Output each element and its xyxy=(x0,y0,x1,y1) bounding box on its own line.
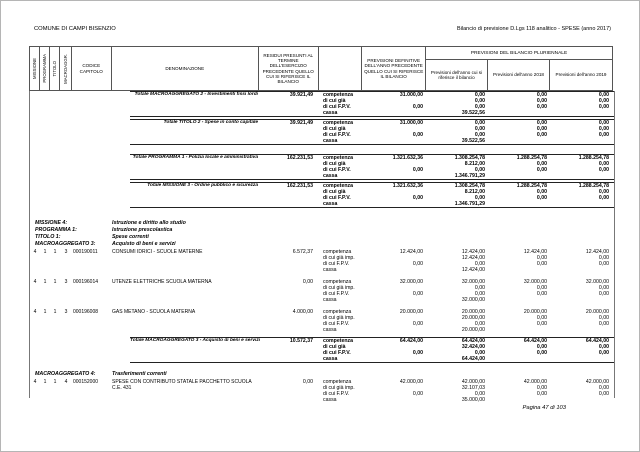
value-cell: 0,00 xyxy=(598,255,609,261)
line-label: cassa xyxy=(323,397,337,403)
value-cell: 12.424,00 xyxy=(585,249,609,255)
line-label: competenza xyxy=(323,155,353,161)
residui-cell: 10.572,37 xyxy=(289,338,313,344)
value-cell: 0,00 xyxy=(598,167,609,173)
residui-cell: 6.572,37 xyxy=(292,249,313,255)
line-label: cassa xyxy=(323,201,338,207)
line-label: di cui già xyxy=(323,344,346,350)
code-cell: 3 xyxy=(64,279,68,285)
value-cell: 0,00 xyxy=(598,132,609,138)
line-label: di cui F.P.V. xyxy=(323,350,351,356)
value-cell: 0,00 xyxy=(474,126,485,132)
value-cell: 0,00 xyxy=(474,104,485,110)
line-label: di cui già imp. xyxy=(323,285,355,291)
value-cell: 0,00 xyxy=(474,120,485,126)
value-cell: 0,00 xyxy=(474,195,485,201)
value-cell: 31.000,00 xyxy=(399,92,423,98)
capitolo-cell: 000196014 xyxy=(73,279,99,285)
value-cell: 1.288.254,78 xyxy=(516,155,547,161)
code-cell: 1 xyxy=(53,379,57,385)
capitolo-cell: 000152000 xyxy=(73,379,99,385)
code-cell: 3 xyxy=(64,309,68,315)
value-cell: 0,00 xyxy=(536,195,547,201)
capitolo-cell: 000196008 xyxy=(73,309,99,315)
value-cell: 0,00 xyxy=(536,391,547,397)
code-cell: 3 xyxy=(64,249,68,255)
value-cell: 0,00 xyxy=(412,195,423,201)
value-cell: 0,00 xyxy=(474,92,485,98)
value-cell: 64.424,00 xyxy=(523,338,547,344)
value-cell: 0,00 xyxy=(536,385,547,391)
value-cell: 32.424,00 xyxy=(461,344,485,350)
value-cell: 0,00 xyxy=(412,350,423,356)
value-cell: 0,00 xyxy=(536,291,547,297)
line-label: di cui F.P.V. xyxy=(323,104,351,110)
value-cell: 0,00 xyxy=(536,189,547,195)
value-cell: 20.000,00 xyxy=(523,309,547,315)
value-cell: 0,00 xyxy=(474,291,485,297)
value-cell: 64.424,00 xyxy=(461,338,485,344)
residui-cell: 39.921,49 xyxy=(289,92,313,98)
value-cell: 0,00 xyxy=(598,261,609,267)
value-cell: 0,00 xyxy=(598,315,609,321)
line-label: di cui già xyxy=(323,98,346,104)
code-cell: 1 xyxy=(53,249,57,255)
denominazione-cell: UTENZE ELETTRICHE SCUOLA MATERNA xyxy=(112,279,212,285)
line-label: di cui già xyxy=(323,126,346,132)
value-cell: 0,00 xyxy=(598,285,609,291)
value-cell: 0,00 xyxy=(536,261,547,267)
value-cell: 1.288.254,78 xyxy=(578,155,609,161)
code-cell: 4 xyxy=(33,309,37,315)
line-label: di cui F.P.V. xyxy=(323,195,351,201)
table-row xyxy=(30,279,614,303)
value-cell: 42.000,00 xyxy=(461,379,485,385)
value-cell: 0,00 xyxy=(598,391,609,397)
code-cell: 4 xyxy=(33,379,37,385)
value-cell: 12.424,00 xyxy=(399,249,423,255)
totale-denominazione: Totale MACROAGGREGATO 2 - Investimenti fissi lordi xyxy=(134,92,258,97)
value-cell: 0,00 xyxy=(412,261,423,267)
value-cell: 0,00 xyxy=(474,321,485,327)
value-cell: 0,00 xyxy=(536,161,547,167)
value-cell: 20.000,00 xyxy=(585,309,609,315)
value-cell: 0,00 xyxy=(598,195,609,201)
value-cell: 0,00 xyxy=(598,344,609,350)
residui-cell: 162.231,53 xyxy=(287,183,313,189)
code-cell: 4 xyxy=(33,279,37,285)
value-cell: 12.424,00 xyxy=(523,249,547,255)
value-cell: 20.000,00 xyxy=(461,315,485,321)
value-cell: 0,00 xyxy=(536,120,547,126)
line-label: competenza xyxy=(323,120,353,126)
value-cell: 0,00 xyxy=(412,104,423,110)
value-cell: 39.522,56 xyxy=(461,138,485,144)
section-label: TITOLO 1: xyxy=(35,234,61,240)
line-label: cassa xyxy=(323,356,338,362)
totale-row xyxy=(130,337,614,363)
line-label: cassa xyxy=(323,138,338,144)
value-cell: 0,00 xyxy=(598,350,609,356)
col-codice-capitolo: CODICE CAPITOLO xyxy=(72,47,112,90)
line-label: competenza xyxy=(323,279,352,285)
line-label: di cui già xyxy=(323,189,346,195)
totale-denominazione: Totale TITOLO 2 - Spese in conto capitale xyxy=(163,120,258,125)
value-cell: 42.000,00 xyxy=(523,379,547,385)
value-cell: 0,00 xyxy=(536,132,547,138)
value-cell: 0,00 xyxy=(598,92,609,98)
totale-row xyxy=(130,154,614,180)
line-label: cassa xyxy=(323,297,337,303)
value-cell: 42.000,00 xyxy=(585,379,609,385)
value-cell: 8.212,00 xyxy=(464,189,485,195)
table-row xyxy=(30,309,614,333)
value-cell: 0,00 xyxy=(536,104,547,110)
value-cell: 0,00 xyxy=(412,291,423,297)
value-cell: 0,00 xyxy=(536,315,547,321)
value-cell: 1.346.791,29 xyxy=(454,201,485,207)
code-cell: 4 xyxy=(33,249,37,255)
value-cell: 0,00 xyxy=(474,350,485,356)
residui-cell: 39.921,49 xyxy=(289,120,313,126)
denominazione-cell: GAS METANO - SCUOLA MATERNA xyxy=(112,309,196,315)
section-line xyxy=(35,371,614,378)
line-label: di cui F.P.V. xyxy=(323,391,350,397)
code-cell: 1 xyxy=(43,279,47,285)
line-label: di cui F.P.V. xyxy=(323,261,350,267)
value-cell: 0,00 xyxy=(536,167,547,173)
value-cell: 0,00 xyxy=(598,385,609,391)
totale-row xyxy=(130,119,614,145)
section-label: PROGRAMMA 1: xyxy=(35,227,77,233)
col-macroaggr: MACROAGGR. xyxy=(60,47,72,90)
table-body xyxy=(29,91,615,403)
value-cell: 0,00 xyxy=(474,132,485,138)
value-cell: 32.000,00 xyxy=(399,279,423,285)
totale-denominazione: Totale MACROAGGREGATO 3 - Acquisto di beni e servizi xyxy=(130,338,261,343)
col-anno-2019: Previsioni dell'anno 2019 xyxy=(555,72,607,78)
col-residui-presunti: RESIDUI PRESUNTI AL TERMINE DELL'ESERCIZIO PRECEDENTE QUELLO CUI SI RIFERISCE IL BILANCIO xyxy=(259,47,319,90)
section-desc: Trasferimenti correnti xyxy=(112,371,167,377)
value-cell: 12.424,00 xyxy=(461,267,485,273)
line-label: di cui già imp. xyxy=(323,385,355,391)
value-cell: 20.000,00 xyxy=(461,327,485,333)
value-cell: 12.424,00 xyxy=(461,255,485,261)
line-label: di cui già imp. xyxy=(323,315,355,321)
col-denominazione: DENOMINAZIONE xyxy=(112,47,259,90)
value-cell: 8.212,00 xyxy=(464,161,485,167)
col-previsioni-definitive: PREVISIONI DEFINITIVE DELL'ANNO PRECEDENTE QUELLO CUI SI RIFERISCE IL BILANCIO xyxy=(362,47,426,90)
value-cell: 1.321.632,36 xyxy=(392,183,423,189)
col-voce-label xyxy=(319,47,363,90)
value-cell: 0,00 xyxy=(598,126,609,132)
section-line xyxy=(35,227,614,234)
code-cell: 1 xyxy=(43,379,47,385)
value-cell: 0,00 xyxy=(412,132,423,138)
value-cell: 0,00 xyxy=(412,321,423,327)
document-title: Bilancio di previsione D.Lgs 118 analitico - SPESE (anno 2017) xyxy=(457,26,611,32)
value-cell: 32.000,00 xyxy=(461,279,485,285)
col-titolo: TITOLO xyxy=(50,47,60,90)
value-cell: 0,00 xyxy=(598,104,609,110)
totale-denominazione: Totale MISSIONE 3 - Ordine pubblico e sicurezza xyxy=(147,183,258,188)
value-cell: 0,00 xyxy=(474,98,485,104)
value-cell: 0,00 xyxy=(598,321,609,327)
value-cell: 32.000,00 xyxy=(523,279,547,285)
line-label: di cui F.P.V. xyxy=(323,167,351,173)
code-cell: 1 xyxy=(43,249,47,255)
section-label: MACROAGGREGATO 4: xyxy=(35,371,96,377)
comune-title: COMUNE DI CAMPI BISENZIO xyxy=(34,26,116,32)
line-label: competenza xyxy=(323,249,352,255)
section-desc: Spese correnti xyxy=(112,234,149,240)
pluriennale-title: PREVISIONI DEL BILANCIO PLURIENNALE xyxy=(426,47,612,60)
section-desc: Istruzione e diritto allo studio xyxy=(112,220,186,226)
table-row xyxy=(30,249,614,273)
col-programma: PROGRAMMA xyxy=(40,47,50,90)
value-cell: 0,00 xyxy=(412,391,423,397)
line-label: cassa xyxy=(323,173,338,179)
value-cell: 32.000,00 xyxy=(585,279,609,285)
line-label: competenza xyxy=(323,379,352,385)
totale-row xyxy=(130,182,614,208)
value-cell: 35.000,00 xyxy=(461,397,485,403)
code-cell: 1 xyxy=(43,309,47,315)
residui-cell: 4.000,00 xyxy=(292,309,313,315)
denominazione-cell: SPESE CON CONTRIBUTO STATALE PACCHETTO SCUOLA C.E. 431 xyxy=(112,379,252,391)
line-label: di cui F.P.V. xyxy=(323,321,350,327)
line-label: competenza xyxy=(323,338,353,344)
col-anno-2018: Previsioni dell'anno 2018 xyxy=(488,60,550,90)
value-cell: 31.000,00 xyxy=(399,120,423,126)
code-cell: 1 xyxy=(53,309,57,315)
value-cell: 64.424,00 xyxy=(585,338,609,344)
value-cell: 0,00 xyxy=(536,285,547,291)
col-anno-riferimento: Previsioni dell'anno cui si riferisce il bilancio xyxy=(426,60,488,90)
value-cell: 20.000,00 xyxy=(461,309,485,315)
section-block xyxy=(30,371,614,378)
value-cell: 32.107,03 xyxy=(461,385,485,391)
col-missione: MISSIONE xyxy=(30,47,40,90)
value-cell: 39.522,56 xyxy=(461,110,485,116)
code-cell: 4 xyxy=(64,379,68,385)
value-cell: 1.346.791,29 xyxy=(454,173,485,179)
section-desc: Acquisto di beni e servizi xyxy=(112,241,176,247)
residui-cell: 162.231,53 xyxy=(287,155,313,161)
line-label: cassa xyxy=(323,110,338,116)
value-cell: 0,00 xyxy=(598,291,609,297)
value-cell: 0,00 xyxy=(536,92,547,98)
value-cell: 0,00 xyxy=(536,321,547,327)
line-label: competenza xyxy=(323,183,353,189)
value-cell: 0,00 xyxy=(536,350,547,356)
pluriennale-subcolumns xyxy=(426,60,612,90)
line-label: competenza xyxy=(323,309,352,315)
value-cell: 64.424,00 xyxy=(399,338,423,344)
line-label: di cui già xyxy=(323,161,346,167)
page-number: Pagina 47 di 103 xyxy=(522,405,566,411)
section-label: MISSIONE 4: xyxy=(35,220,68,226)
section-line xyxy=(35,234,614,241)
value-cell: 0,00 xyxy=(474,167,485,173)
col-group-pluriennale xyxy=(426,47,612,90)
residui-cell: 0,00 xyxy=(302,379,313,385)
value-cell: 0,00 xyxy=(598,161,609,167)
value-cell: 1.288.254,78 xyxy=(516,183,547,189)
value-cell: 0,00 xyxy=(412,167,423,173)
value-cell: 0,00 xyxy=(474,261,485,267)
value-cell: 1.308.254,78 xyxy=(454,155,485,161)
denominazione-cell: CONSUMI IDRICI - SCUOLE MATERNE xyxy=(112,249,203,255)
table-header xyxy=(29,46,613,91)
section-block xyxy=(30,220,614,248)
line-label: competenza xyxy=(323,92,353,98)
section-line xyxy=(35,220,614,227)
line-label: cassa xyxy=(323,267,337,273)
table-row xyxy=(30,379,614,403)
totale-denominazione: Totale PROGRAMMA 1 - Polizia locale e amministrativa xyxy=(132,155,258,160)
value-cell: 0,00 xyxy=(598,120,609,126)
line-label: cassa xyxy=(323,327,337,333)
section-label: MACROAGGREGATO 3: xyxy=(35,241,96,247)
totale-row xyxy=(130,91,614,117)
code-cell: 1 xyxy=(53,279,57,285)
line-label: di cui F.P.V. xyxy=(323,291,350,297)
value-cell: 0,00 xyxy=(536,98,547,104)
value-cell: 32.000,00 xyxy=(461,297,485,303)
value-cell: 1.321.632,36 xyxy=(392,155,423,161)
section-desc: Istruzione prescolastica xyxy=(112,227,173,233)
line-label: di cui già imp. xyxy=(323,255,355,261)
section-line xyxy=(35,241,614,248)
value-cell: 64.424,00 xyxy=(461,356,485,362)
capitolo-cell: 000190011 xyxy=(73,249,98,255)
value-cell: 0,00 xyxy=(536,126,547,132)
line-label: di cui F.P.V. xyxy=(323,132,351,138)
value-cell: 0,00 xyxy=(474,391,485,397)
value-cell: 0,00 xyxy=(536,344,547,350)
value-cell: 0,00 xyxy=(474,285,485,291)
value-cell: 0,00 xyxy=(536,255,547,261)
residui-cell: 0,00 xyxy=(302,279,313,285)
value-cell: 1.308.254,78 xyxy=(454,183,485,189)
value-cell: 0,00 xyxy=(598,98,609,104)
value-cell: 20.000,00 xyxy=(399,309,423,315)
value-cell: 12.424,00 xyxy=(461,249,485,255)
value-cell: 42.000,00 xyxy=(399,379,423,385)
value-cell: 1.288.254,78 xyxy=(578,183,609,189)
value-cell: 0,00 xyxy=(598,189,609,195)
